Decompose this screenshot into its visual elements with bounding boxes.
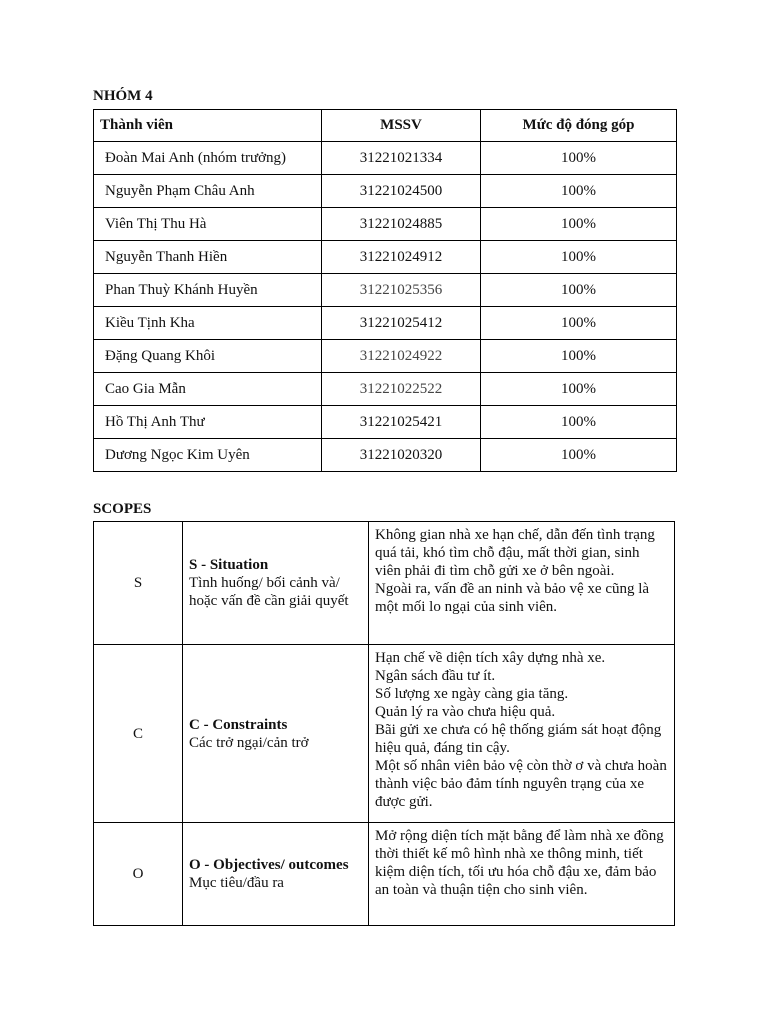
member-mssv: 31221025356 xyxy=(322,274,481,307)
scope-label xyxy=(183,645,369,823)
member-name: Dương Ngọc Kim Uyên xyxy=(94,439,322,472)
member-mssv: 31221020320 xyxy=(322,439,481,472)
member-name: Cao Gia Mẫn xyxy=(94,373,322,406)
scope-label-title: O - Objectives/ outcomes xyxy=(189,857,349,873)
scopes-row-objectives xyxy=(94,823,675,926)
table-row xyxy=(94,241,677,274)
scope-description xyxy=(369,522,675,645)
member-contribution: 100% xyxy=(481,142,677,175)
scope-description xyxy=(369,645,675,823)
scope-letter: C xyxy=(94,645,183,823)
scope-line: Một số nhân viên bảo vệ còn thờ ơ và chưa hoàn thành việc bảo đảm tính nguyên trạng của xe được gửi. xyxy=(375,758,667,810)
member-name: Nguyễn Thanh Hiền xyxy=(94,241,322,274)
scope-label-title: S - Situation xyxy=(189,557,269,573)
scopes-row-constraints xyxy=(94,645,675,823)
table-row xyxy=(94,208,677,241)
scope-line: Ngân sách đầu tư ít. xyxy=(375,668,496,684)
scope-line: Số lượng xe ngày càng gia tăng. xyxy=(375,686,569,702)
scope-line: Quản lý ra vào chưa hiệu quả. xyxy=(375,704,556,720)
scopes-title: SCOPES xyxy=(93,501,152,517)
table-row xyxy=(94,340,677,373)
table-row xyxy=(94,406,677,439)
member-mssv: 31221025412 xyxy=(322,307,481,340)
member-contribution: 100% xyxy=(481,340,677,373)
scope-letter: S xyxy=(94,522,183,645)
group-title: NHÓM 4 xyxy=(93,88,153,104)
member-name: Viên Thị Thu Hà xyxy=(94,208,322,241)
member-name: Đặng Quang Khôi xyxy=(94,340,322,373)
members-header-row xyxy=(94,110,677,142)
scope-line: Ngoài ra, vấn đề an ninh và bảo vệ xe cũng là một mối lo ngại của sinh viên. xyxy=(375,581,650,615)
member-contribution: 100% xyxy=(481,208,677,241)
table-row xyxy=(94,274,677,307)
member-name: Nguyễn Phạm Châu Anh xyxy=(94,175,322,208)
header-contribution: Mức độ đóng góp xyxy=(481,110,677,142)
scope-label xyxy=(183,522,369,645)
header-member: Thành viên xyxy=(94,110,322,142)
scope-letter: O xyxy=(94,823,183,926)
member-mssv: 31221024912 xyxy=(322,241,481,274)
member-contribution: 100% xyxy=(481,241,677,274)
scopes-table xyxy=(93,521,675,926)
table-row xyxy=(94,373,677,406)
scopes-row-situation xyxy=(94,522,675,645)
scope-line: Không gian nhà xe hạn chế, dẫn đến tình trạng quá tải, khó tìm chỗ đậu, mất thời gian, sinh viên phải đi tìm chỗ gửi xe ở bên ngoài. xyxy=(375,527,655,579)
table-row xyxy=(94,175,677,208)
table-row xyxy=(94,439,677,472)
member-contribution: 100% xyxy=(481,274,677,307)
scope-description xyxy=(369,823,675,926)
member-contribution: 100% xyxy=(481,439,677,472)
member-mssv: 31221024885 xyxy=(322,208,481,241)
scope-label-text: Mục tiêu/đầu ra xyxy=(189,875,284,891)
scope-line: Bãi gửi xe chưa có hệ thống giám sát hoạt động hiệu quả, đáng tin cậy. xyxy=(375,722,662,756)
scope-label-text: Tình huống/ bối cảnh và/ hoặc vấn đề cần giải quyết xyxy=(189,575,349,609)
member-mssv: 31221022522 xyxy=(322,373,481,406)
members-table xyxy=(93,109,677,472)
member-mssv: 31221024500 xyxy=(322,175,481,208)
table-row xyxy=(94,142,677,175)
member-contribution: 100% xyxy=(481,175,677,208)
scope-label-title: C - Constraints xyxy=(189,716,288,733)
header-mssv: MSSV xyxy=(322,110,481,142)
member-name: Đoàn Mai Anh (nhóm trưởng) xyxy=(94,142,322,175)
member-contribution: 100% xyxy=(481,406,677,439)
member-contribution: 100% xyxy=(481,307,677,340)
member-contribution: 100% xyxy=(481,373,677,406)
member-mssv: 31221025421 xyxy=(322,406,481,439)
member-name: Kiều Tịnh Kha xyxy=(94,307,322,340)
member-name: Hồ Thị Anh Thư xyxy=(94,406,322,439)
member-mssv: 31221021334 xyxy=(322,142,481,175)
member-mssv: 31221024922 xyxy=(322,340,481,373)
scope-label xyxy=(183,823,369,926)
table-row xyxy=(94,307,677,340)
member-name: Phan Thuỳ Khánh Huyền xyxy=(94,274,322,307)
scope-line: Mở rộng diện tích mặt bằng để làm nhà xe đồng thời thiết kế mô hình nhà xe thông minh, tiết kiệm diện tích, tối ưu hóa chỗ đậu xe, đảm bảo an toàn và thuận tiện cho sinh viên. xyxy=(375,828,664,898)
scope-line: Hạn chế về diện tích xây dựng nhà xe. xyxy=(375,650,606,666)
scope-label-text: Các trở ngại/cản trở xyxy=(189,734,309,751)
